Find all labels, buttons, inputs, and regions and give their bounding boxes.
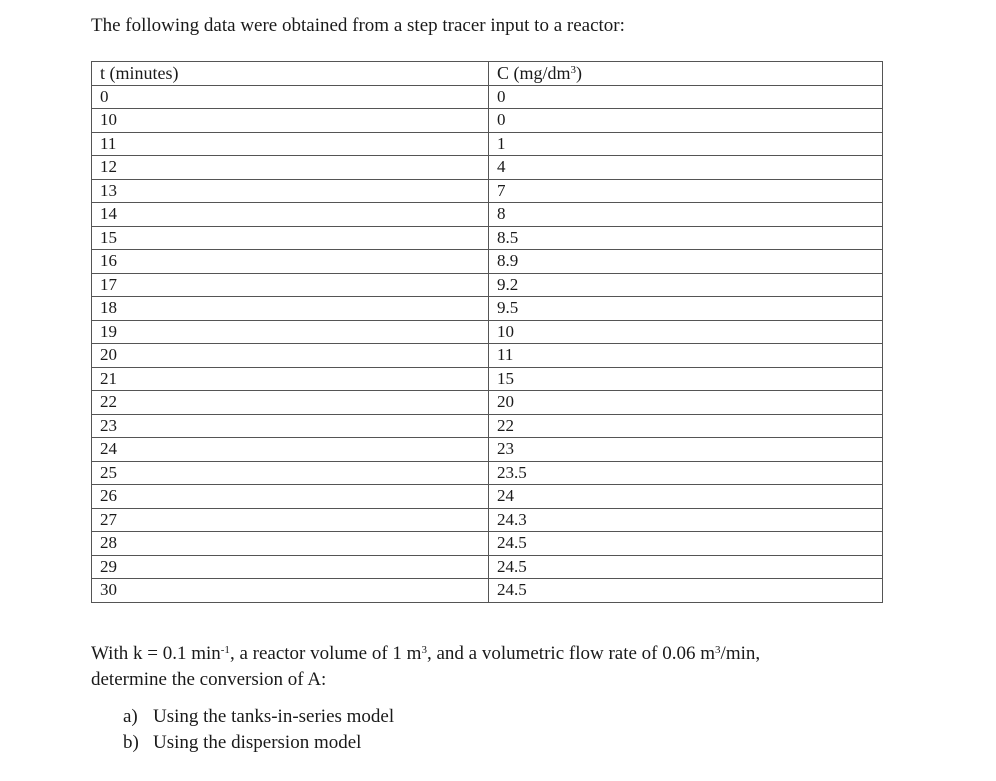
cell-concentration: 9.5 xyxy=(489,297,883,321)
header-concentration xyxy=(489,62,883,86)
table-row xyxy=(92,414,883,438)
table-row xyxy=(92,297,883,321)
cell-time: 29 xyxy=(92,555,489,579)
cell-concentration: 15 xyxy=(489,367,883,391)
list-item-marker: a) xyxy=(123,706,138,727)
table-body xyxy=(92,85,883,602)
cell-time: 19 xyxy=(92,320,489,344)
question-text xyxy=(91,641,951,693)
cell-concentration: 24.3 xyxy=(489,508,883,532)
cell-time: 23 xyxy=(92,414,489,438)
header-concentration-label: C (mg/dm xyxy=(497,63,571,84)
question-part-5: determine the conversion of A: xyxy=(91,669,327,690)
cell-concentration: 24.5 xyxy=(489,555,883,579)
list-item xyxy=(123,730,394,756)
cell-concentration: 9.2 xyxy=(489,273,883,297)
table-row xyxy=(92,461,883,485)
cell-time: 20 xyxy=(92,344,489,368)
table-row xyxy=(92,344,883,368)
table-row xyxy=(92,203,883,227)
table-row xyxy=(92,367,883,391)
question-exponent-1: -1 xyxy=(220,644,230,656)
cell-concentration: 0 xyxy=(489,85,883,109)
table-row xyxy=(92,156,883,180)
cell-concentration: 24.5 xyxy=(489,579,883,603)
tracer-data-table xyxy=(91,61,883,603)
list-item xyxy=(123,704,394,730)
cell-concentration: 8 xyxy=(489,203,883,227)
question-part-4: /min, xyxy=(720,643,761,664)
header-concentration-close: ) xyxy=(576,63,583,84)
cell-time: 24 xyxy=(92,438,489,462)
cell-concentration: 24 xyxy=(489,485,883,509)
table-row xyxy=(92,132,883,156)
cell-time: 26 xyxy=(92,485,489,509)
intro-text: The following data were obtained from a step tracer input to a reactor: xyxy=(91,15,625,36)
header-time: t (minutes) xyxy=(92,62,489,86)
cell-concentration: 22 xyxy=(489,414,883,438)
cell-time: 11 xyxy=(92,132,489,156)
table-row xyxy=(92,109,883,133)
cell-time: 15 xyxy=(92,226,489,250)
header-concentration-exponent: 3 xyxy=(570,64,577,77)
table-row xyxy=(92,508,883,532)
table-row xyxy=(92,250,883,274)
question-exponent-3: 3 xyxy=(715,644,721,656)
cell-concentration: 8.5 xyxy=(489,226,883,250)
cell-time: 16 xyxy=(92,250,489,274)
list-item-text: Using the tanks-in-series model xyxy=(153,706,395,727)
cell-concentration: 20 xyxy=(489,391,883,415)
table-header-row xyxy=(92,62,883,86)
table-row xyxy=(92,438,883,462)
table-row xyxy=(92,273,883,297)
cell-time: 10 xyxy=(92,109,489,133)
cell-time: 28 xyxy=(92,532,489,556)
cell-concentration: 1 xyxy=(489,132,883,156)
cell-concentration: 11 xyxy=(489,344,883,368)
list-item-text: Using the dispersion model xyxy=(153,732,362,753)
cell-time: 21 xyxy=(92,367,489,391)
table-row xyxy=(92,485,883,509)
question-part-2: , a reactor volume of 1 m xyxy=(229,643,422,664)
cell-time: 18 xyxy=(92,297,489,321)
table-row xyxy=(92,320,883,344)
cell-concentration: 4 xyxy=(489,156,883,180)
cell-time: 30 xyxy=(92,579,489,603)
cell-time: 27 xyxy=(92,508,489,532)
question-exponent-2: 3 xyxy=(421,644,427,656)
cell-concentration: 24.5 xyxy=(489,532,883,556)
cell-time: 17 xyxy=(92,273,489,297)
table-row xyxy=(92,555,883,579)
cell-time: 25 xyxy=(92,461,489,485)
cell-concentration: 7 xyxy=(489,179,883,203)
question-part-3: , and a volumetric flow rate of 0.06 m xyxy=(426,643,716,664)
table-row xyxy=(92,391,883,415)
list-item-marker: b) xyxy=(123,732,139,753)
cell-time: 12 xyxy=(92,156,489,180)
cell-concentration: 23 xyxy=(489,438,883,462)
cell-concentration: 10 xyxy=(489,320,883,344)
table-row xyxy=(92,226,883,250)
cell-concentration: 0 xyxy=(489,109,883,133)
table-row xyxy=(92,532,883,556)
table-row xyxy=(92,179,883,203)
cell-time: 0 xyxy=(92,85,489,109)
cell-time: 14 xyxy=(92,203,489,227)
question-parts-list xyxy=(123,704,394,756)
table-row xyxy=(92,579,883,603)
cell-concentration: 8.9 xyxy=(489,250,883,274)
question-part-1: With k = 0.1 min xyxy=(91,643,221,664)
table-row xyxy=(92,85,883,109)
cell-time: 22 xyxy=(92,391,489,415)
cell-time: 13 xyxy=(92,179,489,203)
cell-concentration: 23.5 xyxy=(489,461,883,485)
